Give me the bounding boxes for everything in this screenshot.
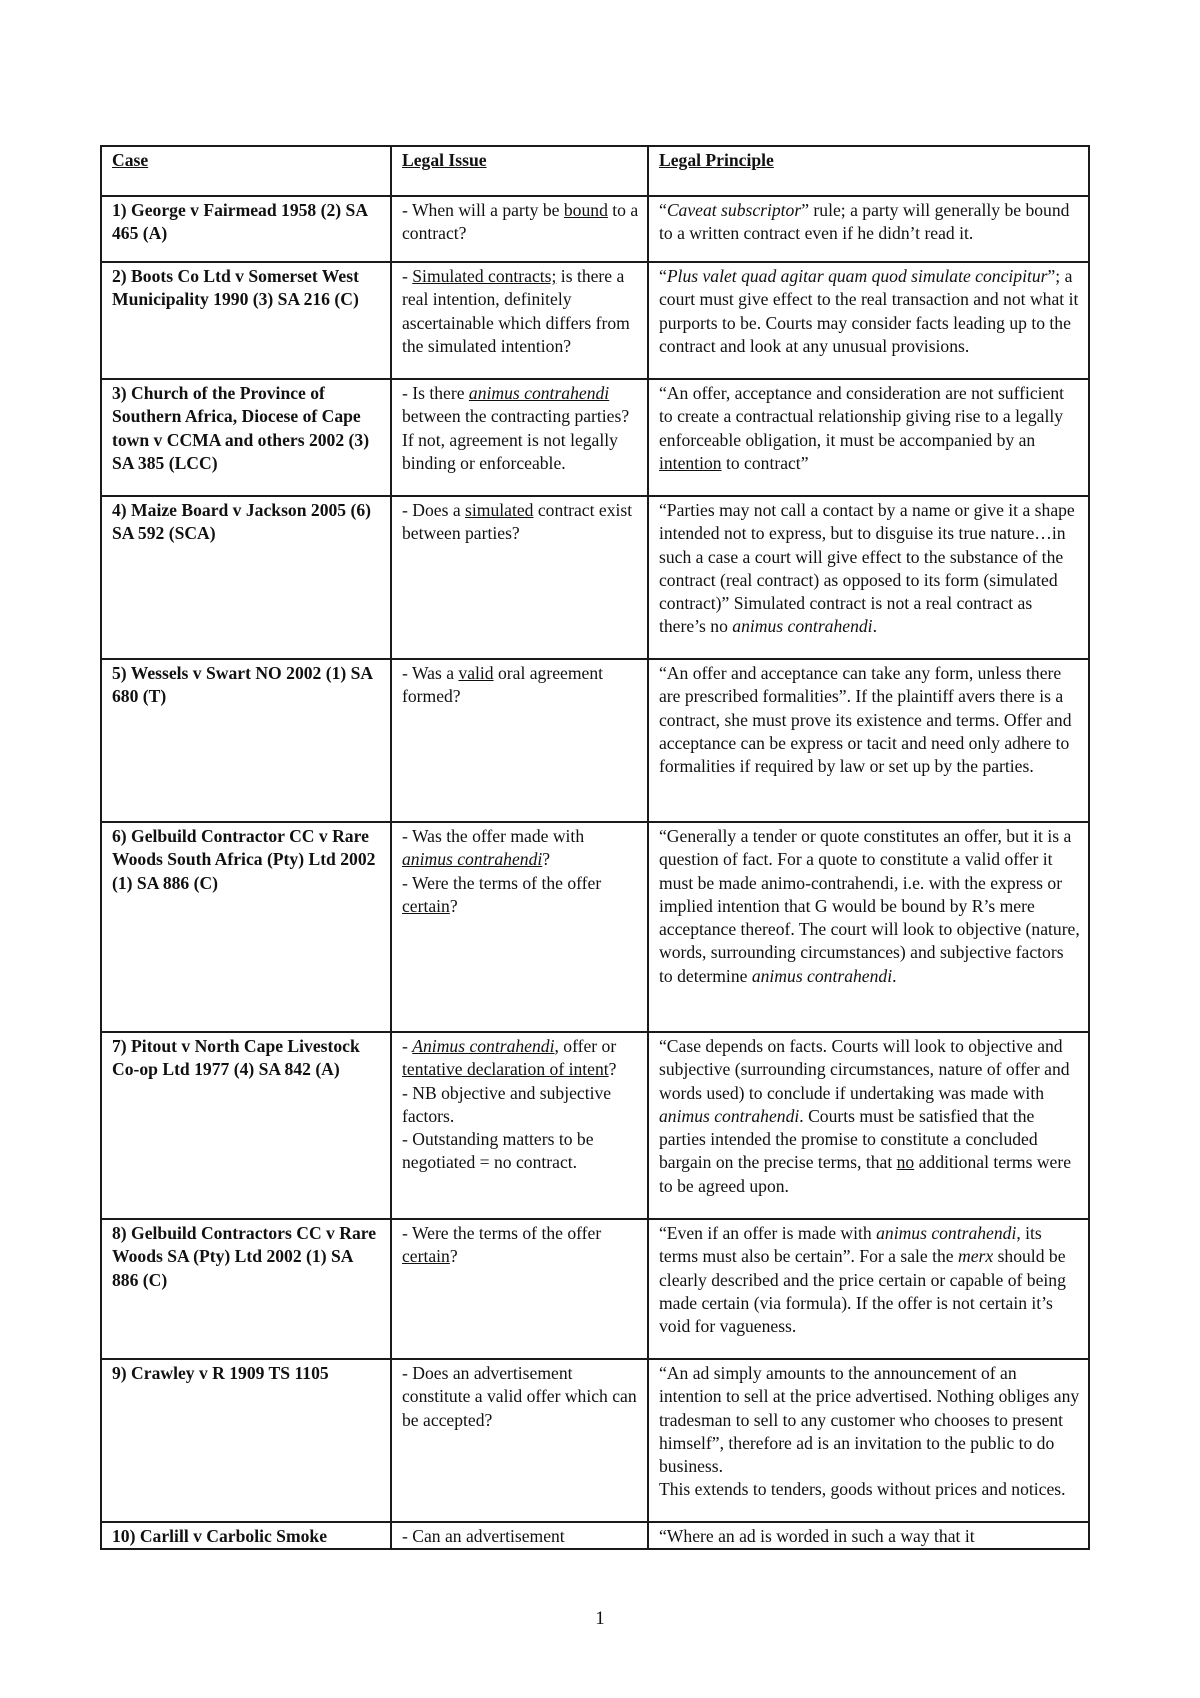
legal-principle: “Plus valet quad agitar quam quod simulate concipitur”; a court must give effect to the real transaction and not what it purports to be. Courts may consider facts leading up to the contract and look at any unusual provisions.	[648, 262, 1089, 379]
table-header-row	[101, 146, 1089, 196]
header-case: Case	[101, 146, 391, 196]
principle-paragraph: “An ad simply amounts to the announcement of an intention to sell at the price advertised. Nothing obliges any tradesman to sell to any customer who chooses to present himself”, therefore ad is an invitation to the public to do business.	[659, 1363, 1080, 1477]
case-name: 3) Church of the Province of Southern Africa, Diocese of Cape town v CCMA and others 2002 (3) SA 385 (LCC)	[101, 379, 391, 496]
principle-paragraph: This extends to tenders, goods without prices and notices.	[659, 1479, 1066, 1500]
case-name: 10) Carlill v Carbolic Smoke	[101, 1522, 391, 1549]
case-name: 2) Boots Co Ltd v Somerset West Municipality 1990 (3) SA 216 (C)	[101, 262, 391, 379]
table-row	[101, 1359, 1089, 1522]
legal-principle: “Parties may not call a contact by a name or give it a shape intended not to express, but to disguise its true nature…in such a case a court will give effect to the substance of the contract (real contract) as opposed to its form (simulated contract)” Simulated contract is not a real contract as there’s no animus contrahendi.	[648, 496, 1089, 659]
case-name: 8) Gelbuild Contractors CC v Rare Woods SA (Pty) Ltd 2002 (1) SA 886 (C)	[101, 1219, 391, 1359]
legal-principle: “An offer and acceptance can take any form, unless there are prescribed formalities”. If the plaintiff avers there is a contract, she must prove its existence and terms. Offer and acceptance can be express or tacit and need only adhere to formalities if required by law or set up by the parties.	[648, 659, 1089, 822]
legal-issue: - Was a valid oral agreement formed?	[391, 659, 648, 822]
case-name: 1) George v Fairmead 1958 (2) SA 465 (A)	[101, 196, 391, 262]
issue-line: - Outstanding matters to be negotiated = no contract.	[402, 1129, 594, 1173]
legal-principle: “Generally a tender or quote constitutes an offer, but it is a question of fact. For a quote to constitute a valid offer it must be made animo-contrahendi, i.e. with the express or implied intention that G would be bound by R’s mere acceptance thereof. The court will look to objective (nature, words, surrounding circumstances) and subjective factors to determine animus contrahendi.	[648, 822, 1089, 1032]
table-row	[101, 262, 1089, 379]
table-row	[101, 379, 1089, 496]
legal-issue: - Does an advertisement constitute a valid offer which can be accepted?	[391, 1359, 648, 1522]
legal-issue: - When will a party be bound to a contract?	[391, 196, 648, 262]
legal-principle: “Where an ad is worded in such a way that it	[648, 1522, 1089, 1549]
legal-issue: - Does a simulated contract exist between parties?	[391, 496, 648, 659]
legal-principle: “Caveat subscriptor” rule; a party will generally be bound to a written contract even if he didn’t read it.	[648, 196, 1089, 262]
issue-line: - Was the offer made with animus contrahendi?	[402, 826, 585, 870]
header-legal-issue: Legal Issue	[391, 146, 648, 196]
case-name: 5) Wessels v Swart NO 2002 (1) SA 680 (T)	[101, 659, 391, 822]
table-row	[101, 496, 1089, 659]
case-law-table	[100, 145, 1090, 1550]
table-row	[101, 1219, 1089, 1359]
legal-issue	[391, 822, 648, 1032]
issue-line: - NB objective and subjective factors.	[402, 1082, 612, 1126]
legal-principle: “An offer, acceptance and consideration are not sufficient to create a contractual relationship giving rise to a legally enforceable obligation, it must be accompanied by an intention to contract”	[648, 379, 1089, 496]
table-row	[101, 1522, 1089, 1549]
header-legal-principle: Legal Principle	[648, 146, 1089, 196]
case-name: 4) Maize Board v Jackson 2005 (6) SA 592 (SCA)	[101, 496, 391, 659]
issue-line: - Animus contrahendi, offer or tentative declaration of intent?	[402, 1036, 617, 1080]
case-name: 7) Pitout v North Cape Livestock Co-op Ltd 1977 (4) SA 842 (A)	[101, 1032, 391, 1219]
legal-principle	[648, 1359, 1089, 1522]
legal-principle: “Case depends on facts. Courts will look to objective and subjective (surrounding circumstances, nature of offer and words used) to conclude if undertaking was made with animus contrahendi. Courts must be satisfied that the parties intended the promise to constitute a concluded bargain on the precise terms, that no additional terms were to be agreed upon.	[648, 1032, 1089, 1219]
case-name: 6) Gelbuild Contractor CC v Rare Woods South Africa (Pty) Ltd 2002 (1) SA 886 (C)	[101, 822, 391, 1032]
table-row	[101, 1032, 1089, 1219]
legal-issue: - Were the terms of the offer certain?	[391, 1219, 648, 1359]
legal-issue: - Simulated contracts; is there a real intention, definitely ascertainable which differs from the simulated intention?	[391, 262, 648, 379]
page-number: 1	[595, 1608, 605, 1629]
legal-issue: - Can an advertisement	[391, 1522, 648, 1549]
table-row	[101, 196, 1089, 262]
table-row	[101, 659, 1089, 822]
legal-principle: “Even if an offer is made with animus contrahendi, its terms must also be certain”. For a sale the merx should be clearly described and the price certain or capable of being made certain (via formula). If the offer is not certain it’s void for vagueness.	[648, 1219, 1089, 1359]
case-name: 9) Crawley v R 1909 TS 1105	[101, 1359, 391, 1522]
issue-line: - Were the terms of the offer certain?	[402, 872, 602, 916]
table-row	[101, 822, 1089, 1032]
legal-issue	[391, 1032, 648, 1219]
legal-issue: - Is there animus contrahendi between the contracting parties? If not, agreement is not legally binding or enforceable.	[391, 379, 648, 496]
